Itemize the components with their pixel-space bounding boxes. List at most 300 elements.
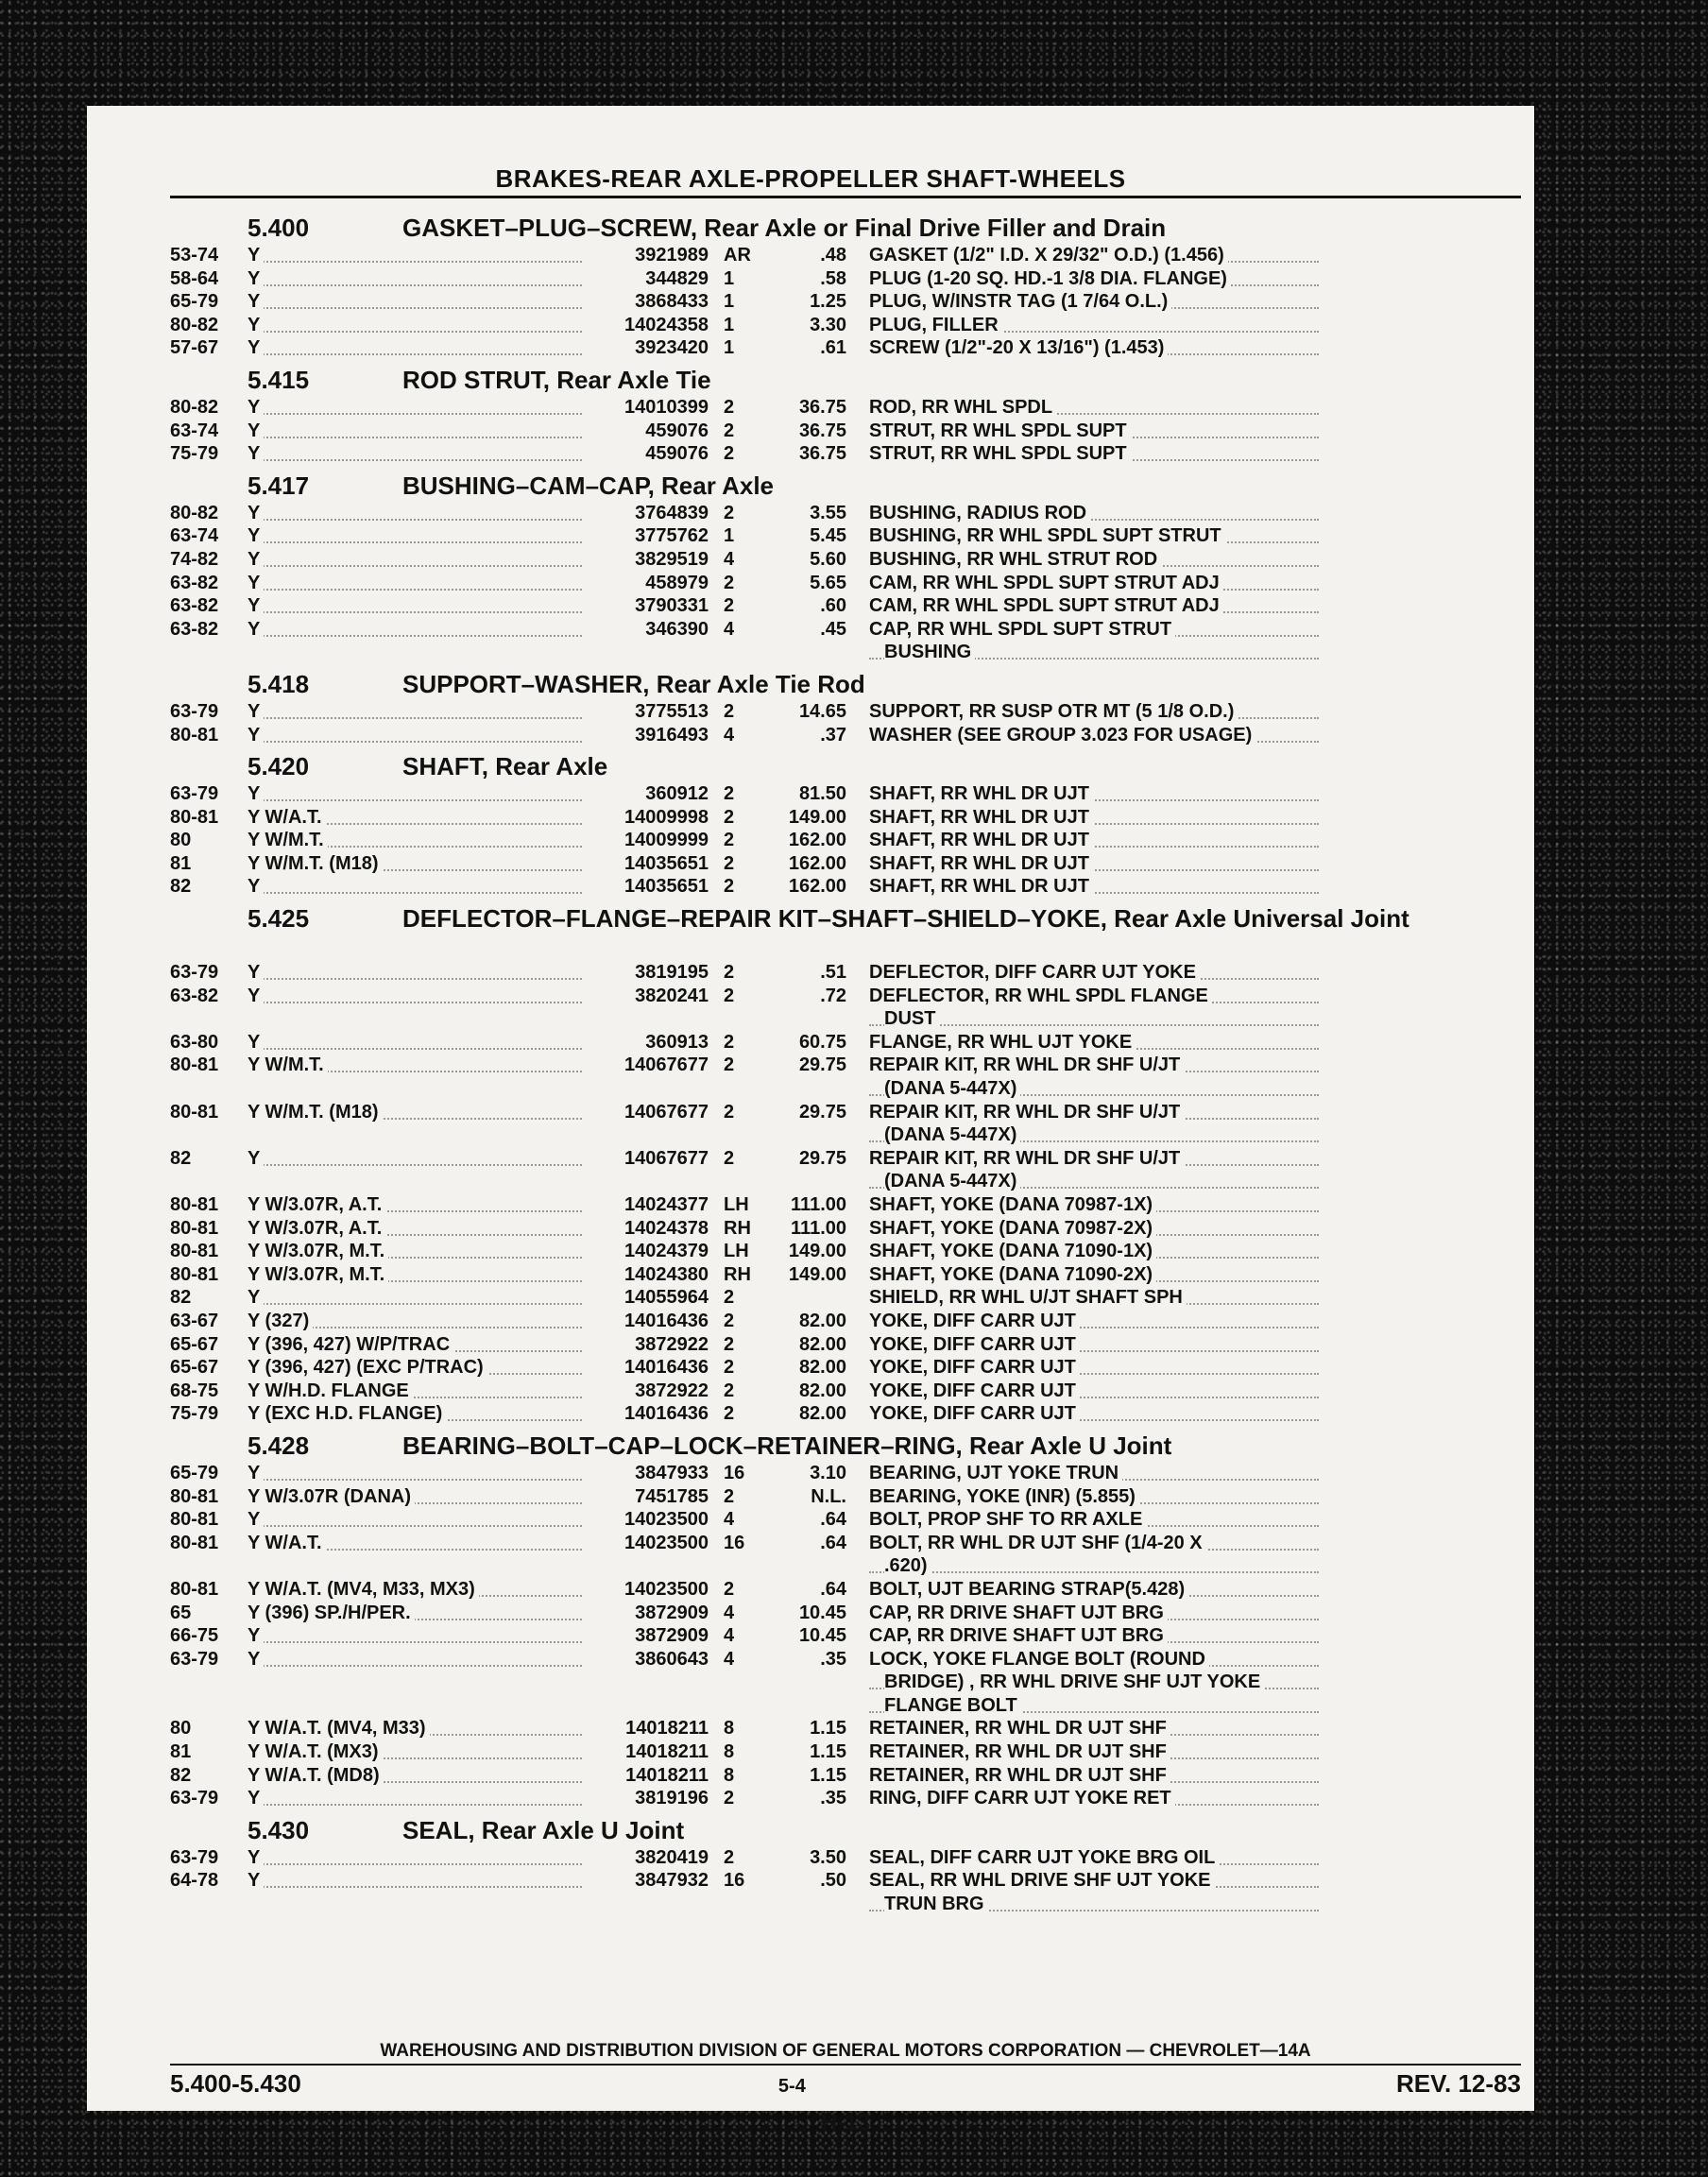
part-row — [170, 1462, 1504, 1485]
description-text: WASHER (SEE GROUP 3.023 FOR USAGE) — [869, 725, 1255, 746]
section-header — [170, 214, 1504, 244]
section-number: 5.420 — [248, 752, 310, 781]
usage-condition-text: Y — [248, 315, 264, 335]
part-description — [846, 442, 1319, 466]
part-number: 3819196 — [635, 1788, 709, 1809]
model-years: 63-82 — [170, 985, 219, 1006]
usage-condition-text: Y — [248, 1870, 264, 1891]
description-line — [869, 1286, 1319, 1310]
part-number: 14035651 — [624, 852, 709, 874]
part-row — [170, 852, 1504, 876]
usage-condition — [248, 806, 588, 830]
part-description — [846, 502, 1319, 525]
usage-condition-text: Y — [248, 876, 264, 897]
list-price: 1.15 — [810, 1764, 846, 1786]
quantity: 2 — [724, 1846, 735, 1868]
usage-condition — [248, 1031, 588, 1054]
part-row — [170, 1578, 1504, 1602]
list-price: 3.50 — [810, 1846, 846, 1868]
description-line — [869, 1101, 1319, 1124]
description-line — [869, 1717, 1319, 1740]
quantity: LH — [724, 1241, 749, 1262]
part-row — [170, 314, 1504, 337]
page-footer — [170, 2041, 1521, 2136]
part-description — [846, 1578, 1319, 1602]
description-text: RETAINER, RR WHL DR UJT SHF — [869, 1718, 1170, 1739]
part-row — [170, 1532, 1504, 1578]
list-price: .61 — [820, 337, 846, 359]
part-description — [846, 1333, 1319, 1357]
part-number: 3775513 — [635, 700, 709, 722]
section-title: SUPPORT–WASHER, Rear Axle Tie Rod — [402, 669, 865, 698]
part-description — [846, 1508, 1319, 1532]
page-title: BRAKES-REAR AXLE-PROPELLER SHAFT-WHEELS — [495, 164, 1126, 193]
usage-condition — [248, 985, 588, 1031]
part-row — [170, 875, 1504, 899]
model-years: 80-81 — [170, 1241, 219, 1262]
list-price: 1.15 — [810, 1718, 846, 1740]
usage-condition-text: Y — [248, 1032, 264, 1053]
usage-condition — [248, 1263, 588, 1287]
part-row — [170, 1193, 1504, 1217]
usage-condition-text: Y W/M.T. (M18) — [248, 853, 383, 874]
description-line — [869, 1508, 1319, 1532]
part-description — [846, 829, 1319, 852]
description-text: SEAL, DIFF CARR UJT YOKE BRG OIL — [869, 1847, 1219, 1868]
part-number: 14035651 — [624, 876, 709, 898]
part-description — [846, 1240, 1319, 1263]
description-line — [869, 1356, 1319, 1380]
part-number: 3916493 — [635, 724, 709, 746]
usage-condition — [248, 875, 588, 899]
part-number: 3872909 — [635, 1625, 709, 1647]
quantity: LH — [724, 1194, 749, 1215]
part-row — [170, 1485, 1504, 1509]
part-number: 344829 — [645, 267, 709, 289]
description-text: YOKE, DIFF CARR UJT — [869, 1311, 1080, 1331]
quantity: 4 — [724, 548, 735, 570]
quantity: 1 — [724, 291, 735, 313]
description-text: BRIDGE) , RR WHL DRIVE SHF UJT YOKE — [884, 1671, 1264, 1692]
part-description — [846, 618, 1319, 664]
catalog-page — [87, 106, 1534, 2135]
usage-condition — [248, 1402, 588, 1426]
list-price: 162.00 — [788, 852, 846, 874]
quantity: 2 — [724, 1054, 735, 1076]
model-years: 66-75 — [170, 1625, 219, 1647]
usage-condition — [248, 852, 588, 876]
description-line — [869, 314, 1319, 337]
description-text: CAM, RR WHL SPDL SUPT STRUT ADJ — [869, 573, 1223, 593]
part-row — [170, 1787, 1504, 1810]
description-line — [869, 985, 1319, 1008]
description-text: PLUG, W/INSTR TAG (1 7/64 O.L.) — [869, 291, 1171, 312]
part-number: 3923420 — [635, 337, 709, 359]
usage-condition-text: Y — [248, 619, 264, 640]
part-description — [846, 1485, 1319, 1509]
usage-condition-text: Y — [248, 443, 264, 464]
quantity: 16 — [724, 1532, 745, 1553]
part-description — [846, 852, 1319, 876]
list-price: 29.75 — [798, 1101, 846, 1123]
part-row — [170, 572, 1504, 595]
list-price: 162.00 — [788, 830, 846, 851]
quantity: 2 — [724, 1380, 735, 1401]
list-price: .72 — [820, 985, 846, 1006]
quantity: 2 — [724, 700, 735, 722]
description-line — [869, 267, 1319, 291]
usage-condition-text: Y — [248, 1148, 264, 1169]
parts-listing — [170, 208, 1504, 1916]
list-price: 14.65 — [798, 700, 846, 722]
page-ref: 5-4 — [777, 2076, 806, 2097]
description-line — [869, 1893, 1319, 1916]
part-number: 7451785 — [635, 1485, 709, 1507]
part-description — [846, 1031, 1319, 1054]
list-price: 149.00 — [788, 806, 846, 828]
part-number: 14024377 — [624, 1194, 709, 1215]
model-years: 80-82 — [170, 396, 219, 418]
description-line — [869, 641, 1319, 664]
description-line — [869, 700, 1319, 724]
usage-condition-text: Y W/A.T. (MD8) — [248, 1765, 384, 1786]
list-price: .51 — [820, 962, 846, 984]
description-text: SHAFT, RR WHL DR UJT — [869, 853, 1093, 874]
part-row — [170, 244, 1504, 267]
description-text: STRUT, RR WHL SPDL SUPT — [869, 420, 1131, 441]
list-price: 111.00 — [791, 1194, 846, 1215]
model-years: 81 — [170, 1741, 192, 1763]
description-line — [869, 1193, 1319, 1217]
list-price: .48 — [820, 245, 846, 266]
model-years: 65-67 — [170, 1357, 219, 1379]
description-text: SEAL, RR WHL DRIVE SHF UJT YOKE — [869, 1870, 1215, 1891]
list-price: 81.50 — [798, 783, 846, 805]
part-number: 14009998 — [624, 806, 709, 828]
description-text: BOLT, PROP SHF TO RR AXLE — [869, 1509, 1146, 1530]
list-price — [763, 1286, 846, 1310]
usage-condition — [248, 1624, 588, 1648]
description-text: RETAINER, RR WHL DR UJT SHF — [869, 1765, 1170, 1786]
part-number: 459076 — [645, 420, 709, 441]
part-number: 14009999 — [624, 830, 709, 851]
part-description — [846, 548, 1319, 572]
list-price: .64 — [820, 1509, 846, 1531]
description-text: LOCK, YOKE FLANGE BOLT (ROUND — [869, 1649, 1209, 1670]
quantity: AR — [724, 245, 751, 266]
section-number: 5.400 — [248, 214, 310, 242]
list-price: .60 — [820, 595, 846, 617]
part-number: 346390 — [645, 618, 709, 640]
list-price: .37 — [820, 724, 846, 746]
part-description — [846, 314, 1319, 337]
part-row — [170, 396, 1504, 420]
part-description — [846, 1147, 1319, 1193]
part-row — [170, 336, 1504, 360]
description-text: BUSHING, RADIUS ROD — [869, 503, 1090, 523]
part-description — [846, 1648, 1319, 1718]
usage-condition-text: Y — [248, 573, 264, 593]
section-number: 5.428 — [248, 1431, 310, 1460]
part-description — [846, 985, 1319, 1031]
usage-condition — [248, 1648, 588, 1718]
part-number: 14016436 — [624, 1403, 709, 1425]
description-line — [869, 724, 1319, 747]
part-row — [170, 502, 1504, 525]
description-text: TRUN BRG — [884, 1894, 988, 1914]
quantity: 2 — [724, 962, 735, 984]
part-description — [846, 1402, 1319, 1426]
list-price: 10.45 — [798, 1625, 846, 1647]
usage-condition — [248, 1578, 588, 1602]
part-row — [170, 1380, 1504, 1403]
model-years: 63-79 — [170, 1648, 219, 1670]
description-text: YOKE, DIFF CARR UJT — [869, 1380, 1080, 1401]
usage-condition-text: Y — [248, 1509, 264, 1530]
part-row — [170, 1764, 1504, 1788]
description-line — [869, 1740, 1319, 1764]
model-years: 63-79 — [170, 1788, 219, 1809]
description-line — [869, 244, 1319, 267]
part-number: 3872922 — [635, 1333, 709, 1355]
description-line — [869, 1694, 1319, 1718]
description-text: SHIELD, RR WHL U/JT SHAFT SPH — [869, 1287, 1187, 1308]
usage-condition — [248, 1333, 588, 1357]
quantity: 1 — [724, 314, 735, 335]
model-years: 63-79 — [170, 700, 219, 722]
quantity: 1 — [724, 337, 735, 359]
model-years: 74-82 — [170, 548, 219, 570]
part-number: 3820419 — [635, 1846, 709, 1868]
model-years: 63-79 — [170, 962, 219, 984]
description-text: REPAIR KIT, RR WHL DR SHF U/JT — [869, 1102, 1184, 1123]
description-line — [869, 829, 1319, 852]
part-description — [846, 782, 1319, 806]
usage-condition — [248, 244, 588, 267]
part-number: 14010399 — [624, 396, 709, 418]
part-row — [170, 806, 1504, 830]
description-line — [869, 1031, 1319, 1054]
quantity: 2 — [724, 830, 735, 851]
part-number: 14024380 — [624, 1263, 709, 1285]
model-years: 75-79 — [170, 443, 219, 465]
section-range: 5.400-5.430 — [170, 2069, 301, 2098]
part-description — [846, 1787, 1319, 1810]
list-price: 111.00 — [791, 1217, 846, 1239]
list-price: 36.75 — [798, 420, 846, 441]
part-number: 14024379 — [624, 1241, 709, 1262]
quantity: RH — [724, 1217, 751, 1239]
part-number: 14023500 — [624, 1509, 709, 1531]
quantity: 1 — [724, 525, 735, 547]
usage-condition-text: Y — [248, 1287, 264, 1308]
usage-condition-text: Y (396, 427) W/P/TRAC — [248, 1334, 453, 1355]
section-title: SEAL, Rear Axle U Joint — [402, 1815, 685, 1844]
description-line — [869, 1402, 1319, 1426]
usage-condition — [248, 1462, 588, 1485]
part-description — [846, 1764, 1319, 1788]
usage-condition-text: Y W/3.07R, M.T. — [248, 1241, 388, 1261]
model-years: 65-67 — [170, 1333, 219, 1355]
quantity: 2 — [724, 876, 735, 898]
part-description — [846, 336, 1319, 360]
usage-condition — [248, 1054, 588, 1100]
description-text: PLUG (1-20 SQ. HD.-1 3/8 DIA. FLANGE) — [869, 268, 1231, 289]
part-number: 3829519 — [635, 548, 709, 570]
usage-condition-text: Y — [248, 986, 264, 1006]
model-years: 82 — [170, 876, 192, 898]
part-row — [170, 594, 1504, 618]
quantity: 16 — [724, 1462, 745, 1483]
description-line — [869, 806, 1319, 830]
part-row — [170, 1217, 1504, 1241]
usage-condition — [248, 961, 588, 985]
usage-condition — [248, 724, 588, 747]
usage-condition — [248, 1147, 588, 1193]
revision: REV. 12-83 — [1395, 2069, 1521, 2098]
part-row — [170, 1147, 1504, 1193]
usage-condition-text: Y — [248, 245, 264, 266]
model-years: 58-64 — [170, 267, 219, 289]
usage-condition — [248, 1240, 588, 1263]
section-header — [170, 752, 1504, 782]
part-number: 14018211 — [625, 1718, 709, 1740]
part-number: 3860643 — [635, 1648, 709, 1670]
usage-condition — [248, 1717, 588, 1740]
section-header — [170, 1816, 1504, 1846]
part-description — [846, 1101, 1319, 1147]
part-description — [846, 961, 1319, 985]
quantity: 8 — [724, 1741, 735, 1763]
list-price: 82.00 — [798, 1380, 846, 1401]
usage-condition — [248, 829, 588, 852]
description-text: CAP, RR WHL SPDL SUPT STRUT — [869, 619, 1175, 640]
section-header — [170, 670, 1504, 700]
usage-condition — [248, 1787, 588, 1810]
part-row — [170, 618, 1504, 664]
description-line — [869, 1240, 1319, 1263]
part-row — [170, 1869, 1504, 1915]
part-number: 3921989 — [635, 245, 709, 266]
part-row — [170, 1717, 1504, 1740]
usage-condition-text: Y W/3.07R, A.T. — [248, 1194, 385, 1215]
model-years: 80-81 — [170, 1532, 219, 1553]
quantity: 2 — [724, 1310, 735, 1331]
part-number: 14016436 — [624, 1310, 709, 1331]
model-years: 57-67 — [170, 337, 219, 359]
part-number: 14024358 — [624, 314, 709, 335]
list-price: 149.00 — [788, 1241, 846, 1262]
model-years: 80-81 — [170, 1217, 219, 1239]
list-price: 3.55 — [810, 502, 846, 523]
description-text: DEFLECTOR, DIFF CARR UJT YOKE — [869, 962, 1200, 983]
usage-condition-text: Y — [248, 291, 264, 312]
usage-condition — [248, 442, 588, 466]
part-description — [846, 1263, 1319, 1287]
description-text: SUPPORT, RR SUSP OTR MT (5 1/8 O.D.) — [869, 701, 1238, 722]
model-years: 68-75 — [170, 1380, 219, 1401]
model-years: 80-82 — [170, 314, 219, 335]
usage-condition — [248, 290, 588, 314]
description-line — [869, 1532, 1319, 1555]
part-row — [170, 700, 1504, 724]
part-number: 14023500 — [624, 1578, 709, 1600]
quantity: 2 — [724, 806, 735, 828]
part-number: 3847933 — [635, 1462, 709, 1483]
description-line — [869, 1217, 1319, 1241]
model-years: 63-74 — [170, 525, 219, 547]
part-description — [846, 396, 1319, 420]
description-text: BOLT, RR WHL DR UJT SHF (1/4-20 X — [869, 1533, 1206, 1553]
description-text: (DANA 5-447X) — [884, 1078, 1020, 1099]
description-line — [869, 1007, 1319, 1031]
part-row — [170, 1846, 1504, 1870]
description-text: SHAFT, YOKE (DANA 70987-2X) — [869, 1218, 1156, 1239]
description-line — [869, 524, 1319, 548]
quantity: 2 — [724, 1101, 735, 1123]
part-row — [170, 267, 1504, 291]
list-price: 36.75 — [798, 396, 846, 418]
model-years: 80-81 — [170, 1509, 219, 1531]
usage-condition-text: Y W/A.T. (MV4, M33, MX3) — [248, 1579, 479, 1600]
section-title: DEFLECTOR–FLANGE–REPAIR KIT–SHAFT–SHIELD–YOKE, Rear Axle Universal Joint — [402, 904, 1409, 934]
description-line — [869, 1602, 1319, 1625]
part-number: 360913 — [645, 1031, 709, 1053]
usage-condition — [248, 1286, 588, 1310]
usage-condition — [248, 1217, 588, 1241]
quantity: 1 — [724, 267, 735, 289]
part-row — [170, 1101, 1504, 1147]
quantity: 2 — [724, 1578, 735, 1600]
quantity: 2 — [724, 783, 735, 805]
usage-condition-text: Y — [248, 525, 264, 546]
usage-condition-text: Y — [248, 268, 264, 289]
list-price: .50 — [820, 1870, 846, 1892]
list-price: 82.00 — [798, 1333, 846, 1355]
list-price: 3.30 — [810, 314, 846, 335]
description-text: YOKE, DIFF CARR UJT — [869, 1403, 1080, 1424]
list-price: 162.00 — [788, 876, 846, 898]
list-price: .35 — [820, 1648, 846, 1670]
part-row — [170, 829, 1504, 852]
usage-condition — [248, 1485, 588, 1509]
description-text: CAM, RR WHL SPDL SUPT STRUT ADJ — [869, 595, 1223, 616]
description-text: SHAFT, RR WHL DR UJT — [869, 783, 1093, 804]
usage-condition — [248, 1310, 588, 1333]
part-number: 3872922 — [635, 1380, 709, 1401]
usage-condition — [248, 594, 588, 618]
usage-condition-text: Y W/3.07R (DANA) — [248, 1486, 415, 1507]
model-years: 80 — [170, 1718, 192, 1740]
quantity: 8 — [724, 1718, 735, 1740]
part-number: 3847932 — [635, 1870, 709, 1892]
description-text: BUSHING, RR WHL STRUT ROD — [869, 549, 1161, 570]
description-line — [869, 1123, 1319, 1147]
usage-condition-text: Y (327) — [248, 1311, 313, 1331]
model-years: 53-74 — [170, 245, 219, 266]
usage-condition — [248, 1508, 588, 1532]
part-description — [846, 806, 1319, 830]
quantity: 2 — [724, 1788, 735, 1809]
section-number: 5.415 — [248, 365, 310, 394]
usage-condition-text: Y — [248, 962, 264, 983]
usage-condition-text: Y W/A.T. — [248, 1533, 326, 1553]
description-line — [869, 1077, 1319, 1101]
part-description — [846, 244, 1319, 267]
part-row — [170, 290, 1504, 314]
section-header — [170, 471, 1504, 502]
description-line — [869, 594, 1319, 618]
